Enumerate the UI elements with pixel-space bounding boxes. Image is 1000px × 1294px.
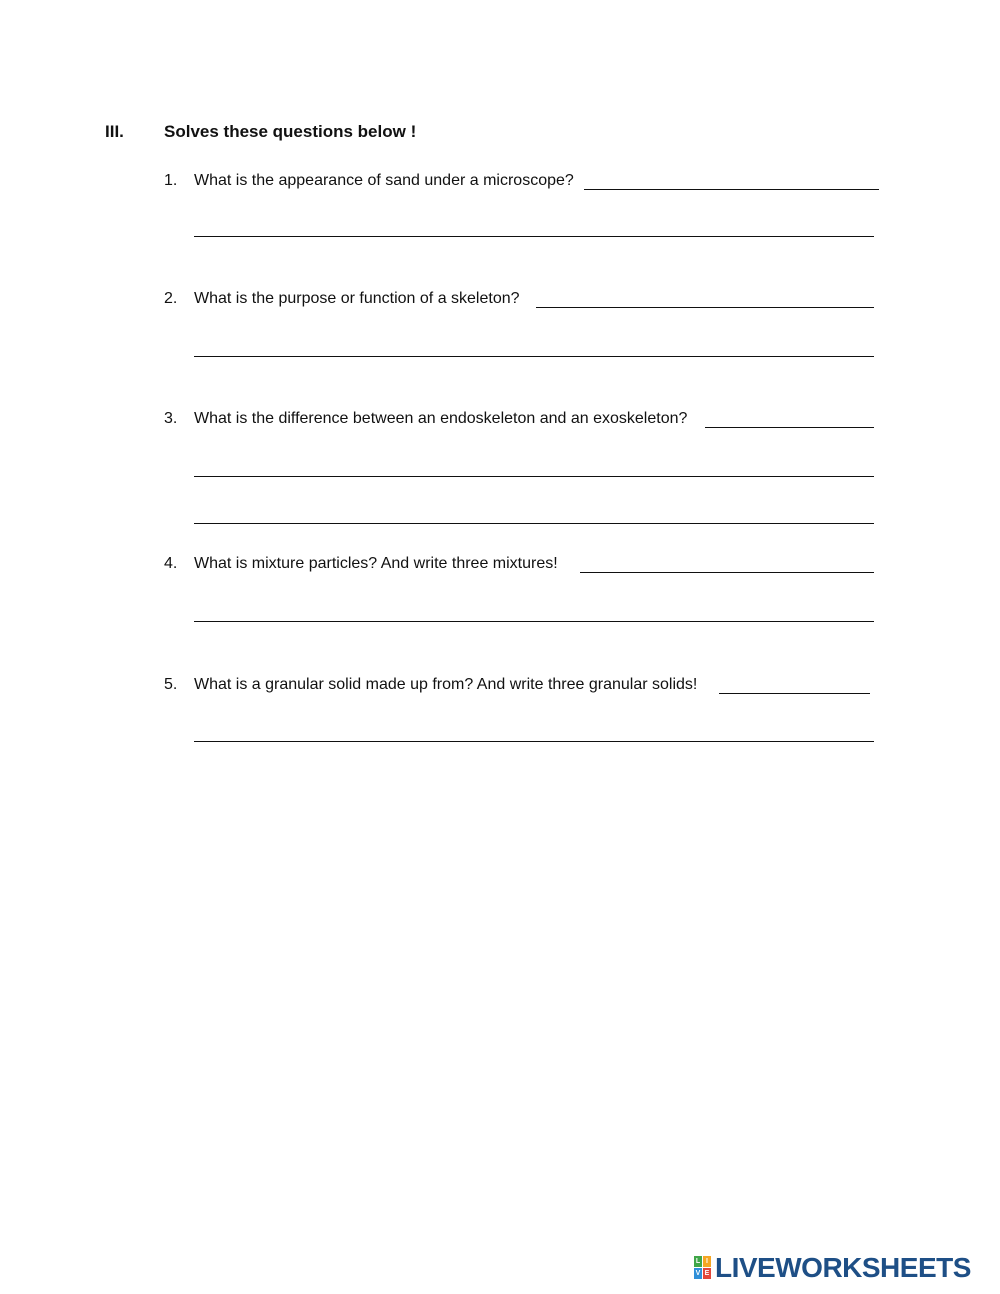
section-number: III. <box>105 122 124 141</box>
question-text: What is mixture particles? And write three mixtures! <box>194 555 558 572</box>
logo-letter: V <box>695 1270 701 1277</box>
question-text: What is the appearance of sand under a microscope? <box>194 172 574 189</box>
question-number: 2. <box>164 290 178 307</box>
answer-blank-inline[interactable] <box>580 572 874 573</box>
logo-letter: E <box>704 1270 710 1277</box>
question-text: What is a granular solid made up from? And write three granular solids! <box>194 676 698 693</box>
logo-letter: L <box>695 1258 701 1265</box>
answer-blank-inline[interactable] <box>705 427 874 428</box>
section-title: Solves these questions below ! <box>164 122 417 141</box>
logo-letter: I <box>703 1256 711 1267</box>
answer-blank-inline[interactable] <box>536 307 874 308</box>
question-number: 4. <box>164 555 178 572</box>
answer-blank-inline[interactable] <box>719 693 870 694</box>
question-text: What is the purpose or function of a skeleton? <box>194 290 520 307</box>
question-number: 3. <box>164 410 178 427</box>
answer-line[interactable] <box>194 523 874 524</box>
question-number: 1. <box>164 172 178 189</box>
answer-line[interactable] <box>194 236 874 237</box>
answer-line[interactable] <box>194 356 874 357</box>
answer-line[interactable] <box>194 476 874 477</box>
question-number: 5. <box>164 676 178 693</box>
answer-line[interactable] <box>194 741 874 742</box>
brand-text: LIVEWORKSHEETS <box>715 1252 971 1283</box>
answer-blank-inline[interactable] <box>584 189 879 190</box>
question-text: What is the difference between an endoskeleton and an exoskeleton? <box>194 410 688 427</box>
liveworksheets-logo <box>694 1254 971 1282</box>
brand-logo-icon <box>694 1256 712 1280</box>
answer-line[interactable] <box>194 621 874 622</box>
